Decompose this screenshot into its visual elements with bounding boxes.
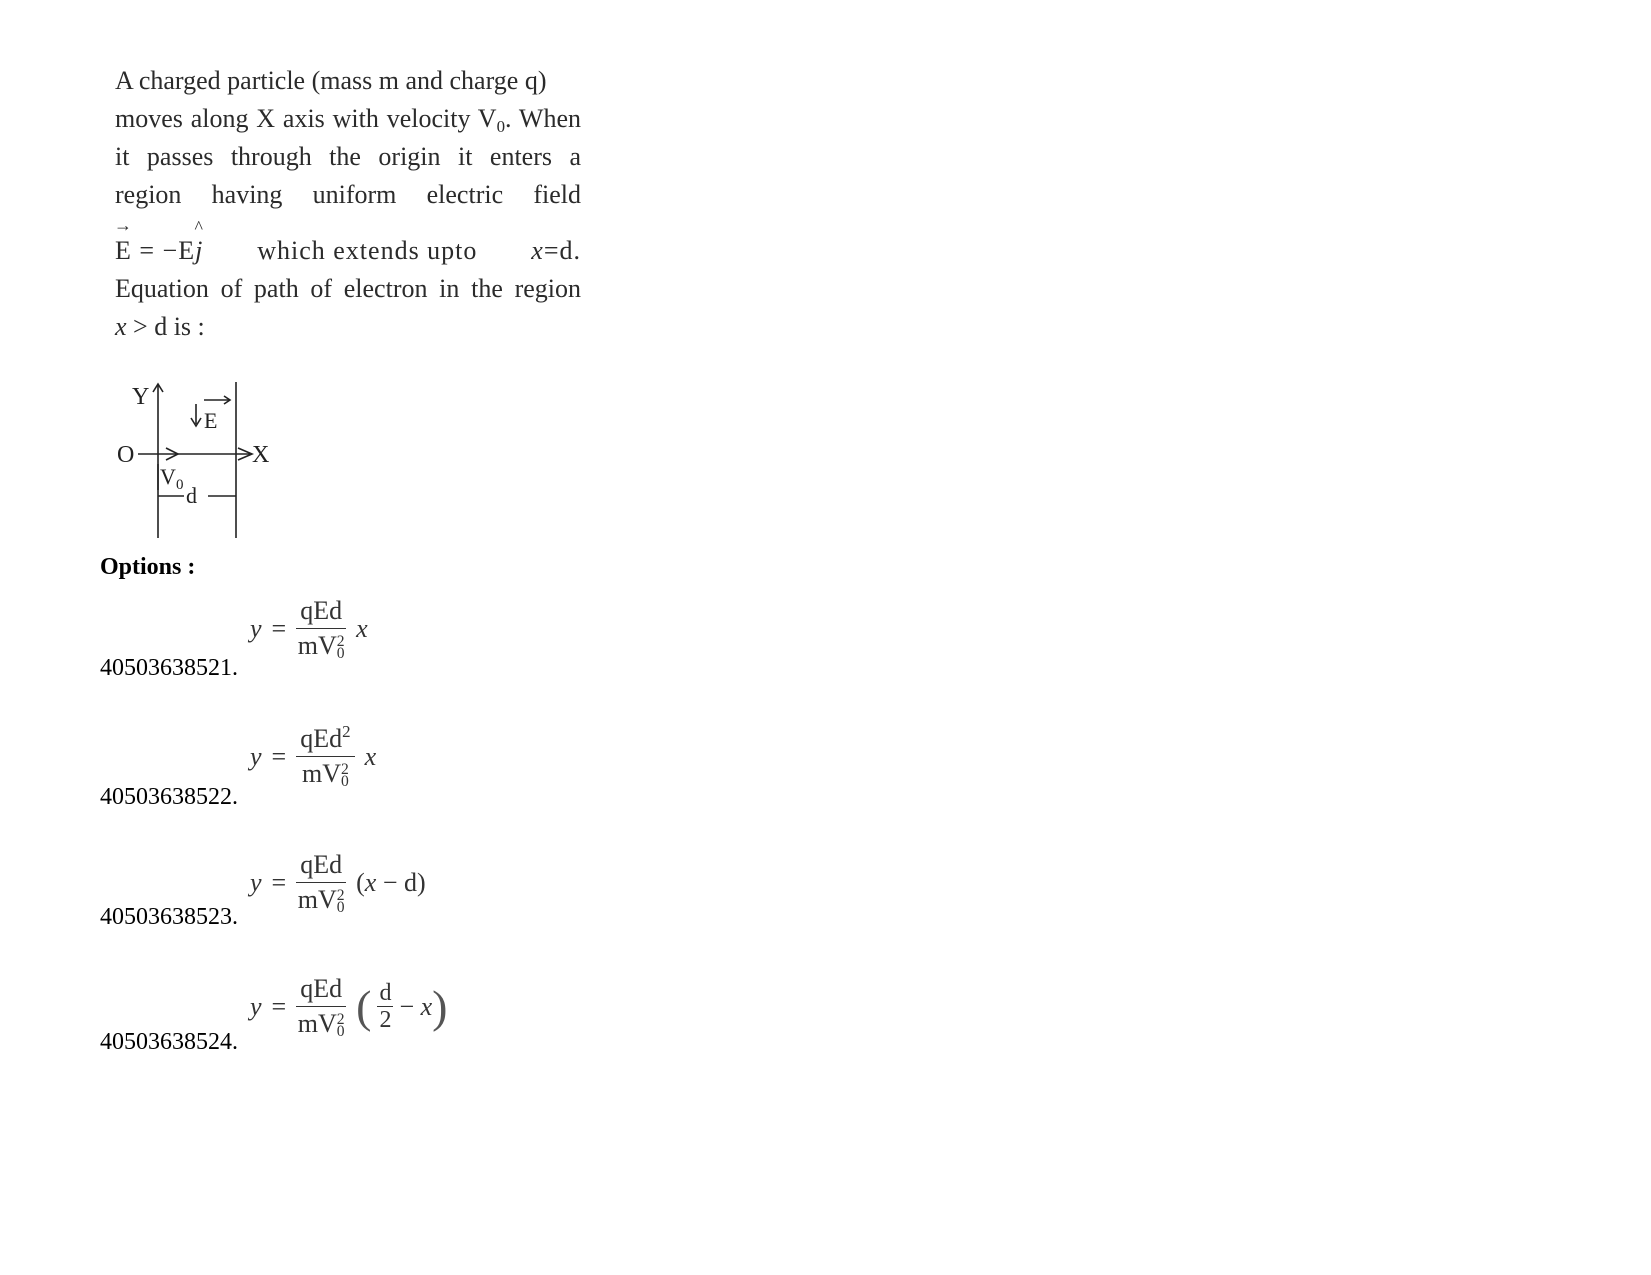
question-line-4: region having uniform electric field <box>115 180 581 209</box>
d-label: d <box>186 483 197 508</box>
y-axis-label: Y <box>132 384 150 410</box>
question-text <box>115 62 581 346</box>
question-field-equation: → E = −E ^ j which extends upto x=d. <box>115 232 581 270</box>
option-3-id[interactable]: 40503638523. <box>100 904 238 930</box>
option-4-left-paren: ( <box>356 980 372 1032</box>
option-2-id[interactable]: 40503638522. <box>100 784 238 810</box>
question-line-7: x > d is : <box>115 312 205 341</box>
option-2-equation: y = qEd$^2$ mV 2 0 x <box>250 721 377 791</box>
option-4-id[interactable]: 40503638524. <box>100 1029 238 1055</box>
velocity-label: V <box>160 464 176 489</box>
option-4-inner-fraction: $\frac{d}{2}$ <box>379 980 392 1033</box>
options-title: Options : <box>100 554 196 580</box>
option-2-fraction: qEd$^2$ mV 2 0 <box>296 724 354 789</box>
option-1-equation: y = qEd mV 2 0 x <box>250 596 368 663</box>
option-3-equation: y = qEd mV 2 0 (x − d) <box>250 850 426 917</box>
e-vector: → E <box>113 215 133 265</box>
question-line-6: Equation of path of electron in the region <box>115 274 581 303</box>
origin-label: O <box>117 442 135 468</box>
option-4-equation: y = qEd mV 2 0 ( $\frac{d}{2}$ − x ) <box>250 974 448 1041</box>
option-1-id[interactable]: 40503638521. <box>100 655 238 681</box>
j-unit-vector: ^ j <box>194 217 204 265</box>
option-3-fraction: qEd mV 2 0 <box>297 850 345 917</box>
field-label: E <box>204 408 218 433</box>
field-region-diagram <box>112 378 292 543</box>
option-4-right-paren: ) <box>432 980 448 1032</box>
option-4-fraction: qEd mV 2 0 <box>297 974 345 1041</box>
velocity-subscript: 0 <box>176 477 184 493</box>
x-axis-label: X <box>252 442 270 468</box>
option-1-fraction: qEd mV 2 0 <box>297 596 345 663</box>
question-line-1: A charged particle (mass m and charge q) <box>115 66 547 95</box>
question-line-3: it passes through the origin it enters a <box>115 142 581 171</box>
question-line-2: moves along X axis with velocity $V_0$. When <box>115 104 581 137</box>
